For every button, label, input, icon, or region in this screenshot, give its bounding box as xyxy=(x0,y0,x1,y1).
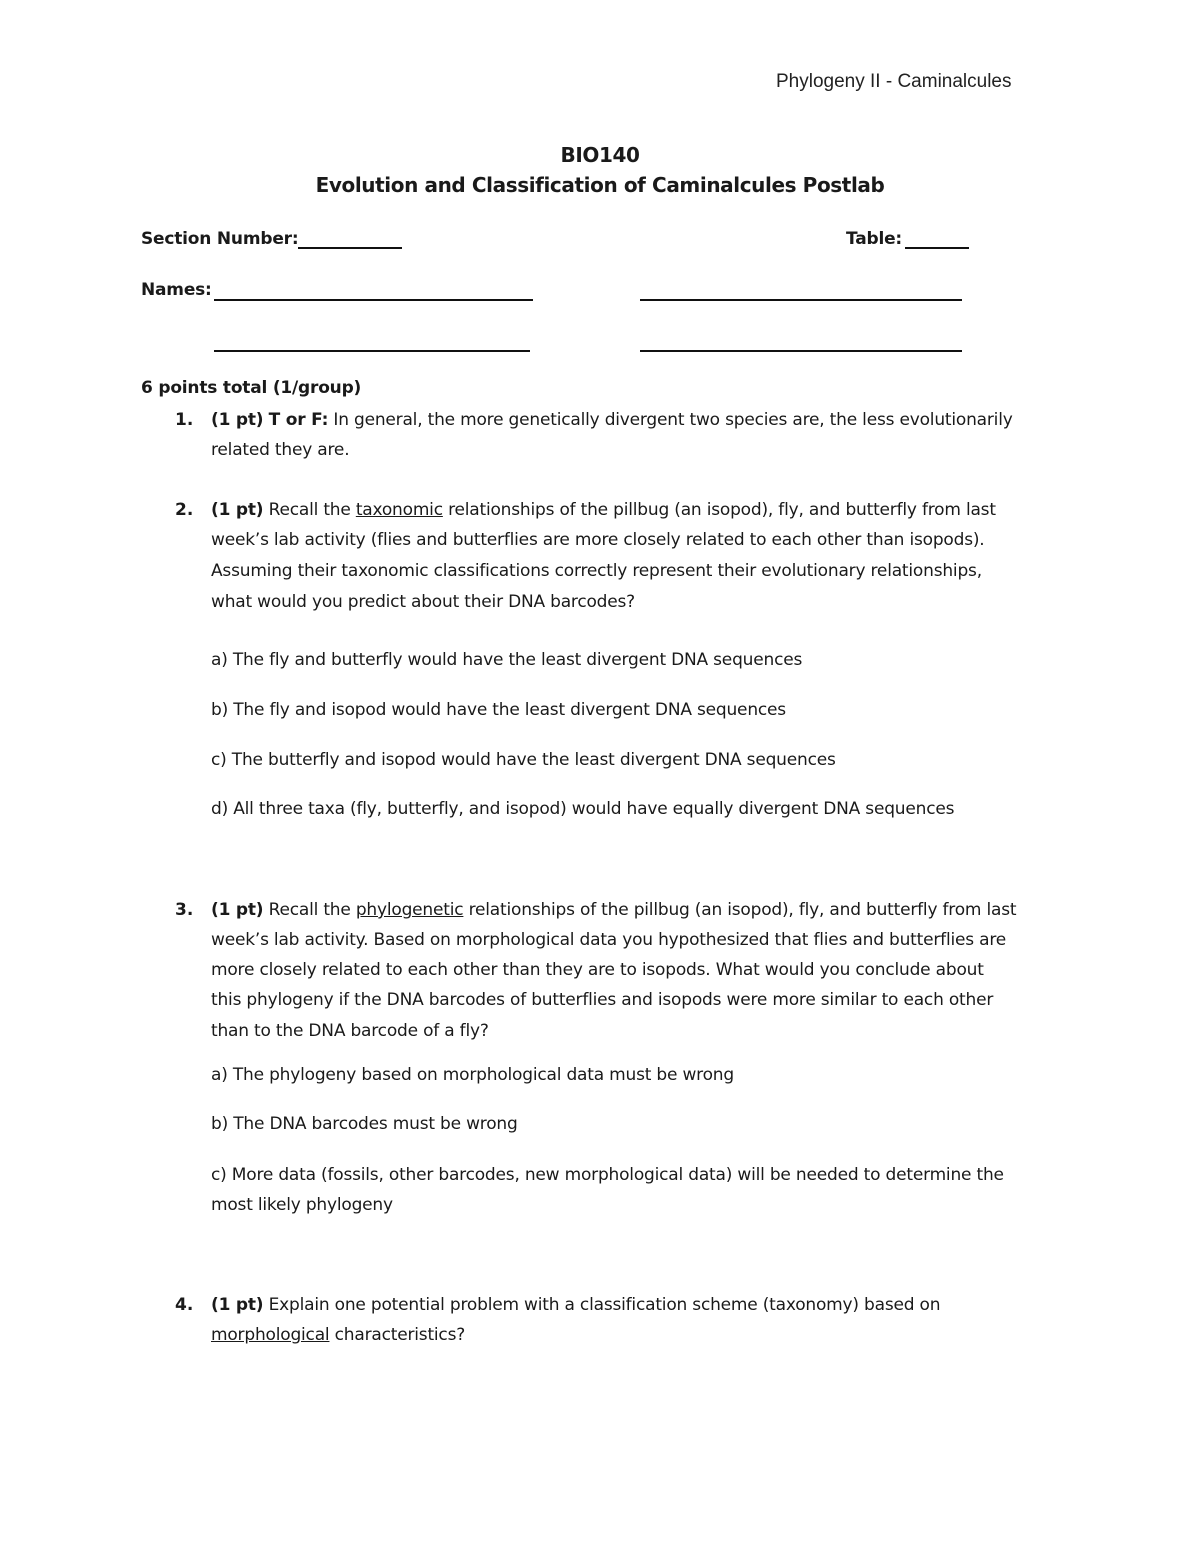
question-2-line-3: Assuming their taxonomic classifications correctly represent their evolutionary relationships, xyxy=(211,561,982,581)
question-2-option-a: a) The fly and butterfly would have the least divergent DNA sequences xyxy=(211,650,803,670)
question-3-option-c: c) More data (fossils, other barcodes, new morphological data) will be needed to determine the xyxy=(211,1165,1004,1185)
name-field-2[interactable] xyxy=(640,299,962,301)
question-3-option-c-line-2: most likely phylogeny xyxy=(211,1195,393,1215)
names-label: Names: xyxy=(141,280,212,300)
question-3-line-5: than to the DNA barcode of a fly? xyxy=(211,1021,489,1041)
question-1-tf: T or F: xyxy=(268,410,329,430)
question-3-line-4: this phylogeny if the DNA barcodes of butterflies and isopods were more similar to each other xyxy=(211,990,994,1010)
question-3-line-2: week’s lab activity. Based on morphological data you hypothesized that flies and butterflies are xyxy=(211,930,1006,950)
section-number-label: Section Number: xyxy=(141,229,299,249)
question-1-line-1: (1 pt) T or F: In general, the more genetically divergent two species are, the less evolutionarily xyxy=(211,410,1013,430)
question-4-line-2: morphological characteristics? xyxy=(211,1325,466,1345)
section-number-field[interactable] xyxy=(298,247,402,249)
points-total: 6 points total (1/group) xyxy=(141,378,362,398)
question-2-option-c: c) The butterfly and isopod would have the least divergent DNA sequences xyxy=(211,750,836,770)
question-2-option-d: d) All three taxa (fly, butterfly, and isopod) would have equally divergent DNA sequences xyxy=(211,799,955,819)
name-field-1[interactable] xyxy=(214,299,533,301)
question-3-line-1: (1 pt) Recall the phylogenetic relationships of the pillbug (an isopod), fly, and butterfly from last xyxy=(211,900,1017,920)
table-field[interactable] xyxy=(905,247,969,249)
question-1-points: (1 pt) xyxy=(211,410,264,430)
question-3-option-a: a) The phylogeny based on morphological data must be wrong xyxy=(211,1065,734,1085)
question-2-line-2: week’s lab activity (flies and butterflies are more closely related to each other than isopods). xyxy=(211,530,985,550)
question-2-number: 2. xyxy=(175,500,194,520)
name-field-4[interactable] xyxy=(640,350,962,352)
running-header: Phylogeny II - Caminalcules xyxy=(776,71,1012,92)
question-3-number: 3. xyxy=(175,900,194,920)
question-2-line-4: what would you predict about their DNA barcodes? xyxy=(211,592,636,612)
question-2-line-1: (1 pt) Recall the taxonomic relationships of the pillbug (an isopod), fly, and butterfly from last xyxy=(211,500,996,520)
question-2-option-b: b) The fly and isopod would have the least divergent DNA sequences xyxy=(211,700,786,720)
question-3-line-3: more closely related to each other than they are to isopods. What would you conclude about xyxy=(211,960,984,980)
name-field-3[interactable] xyxy=(214,350,530,352)
page-title: Evolution and Classification of Caminalcules Postlab xyxy=(315,173,885,197)
question-4-number: 4. xyxy=(175,1295,194,1315)
question-1-line-2: related they are. xyxy=(211,440,350,460)
table-label: Table: xyxy=(846,229,903,249)
course-code: BIO140 xyxy=(560,143,640,167)
question-1-number: 1. xyxy=(175,410,194,430)
question-3-option-b: b) The DNA barcodes must be wrong xyxy=(211,1114,518,1134)
question-4-line-1: (1 pt) Explain one potential problem with a classification scheme (taxonomy) based on xyxy=(211,1295,941,1315)
